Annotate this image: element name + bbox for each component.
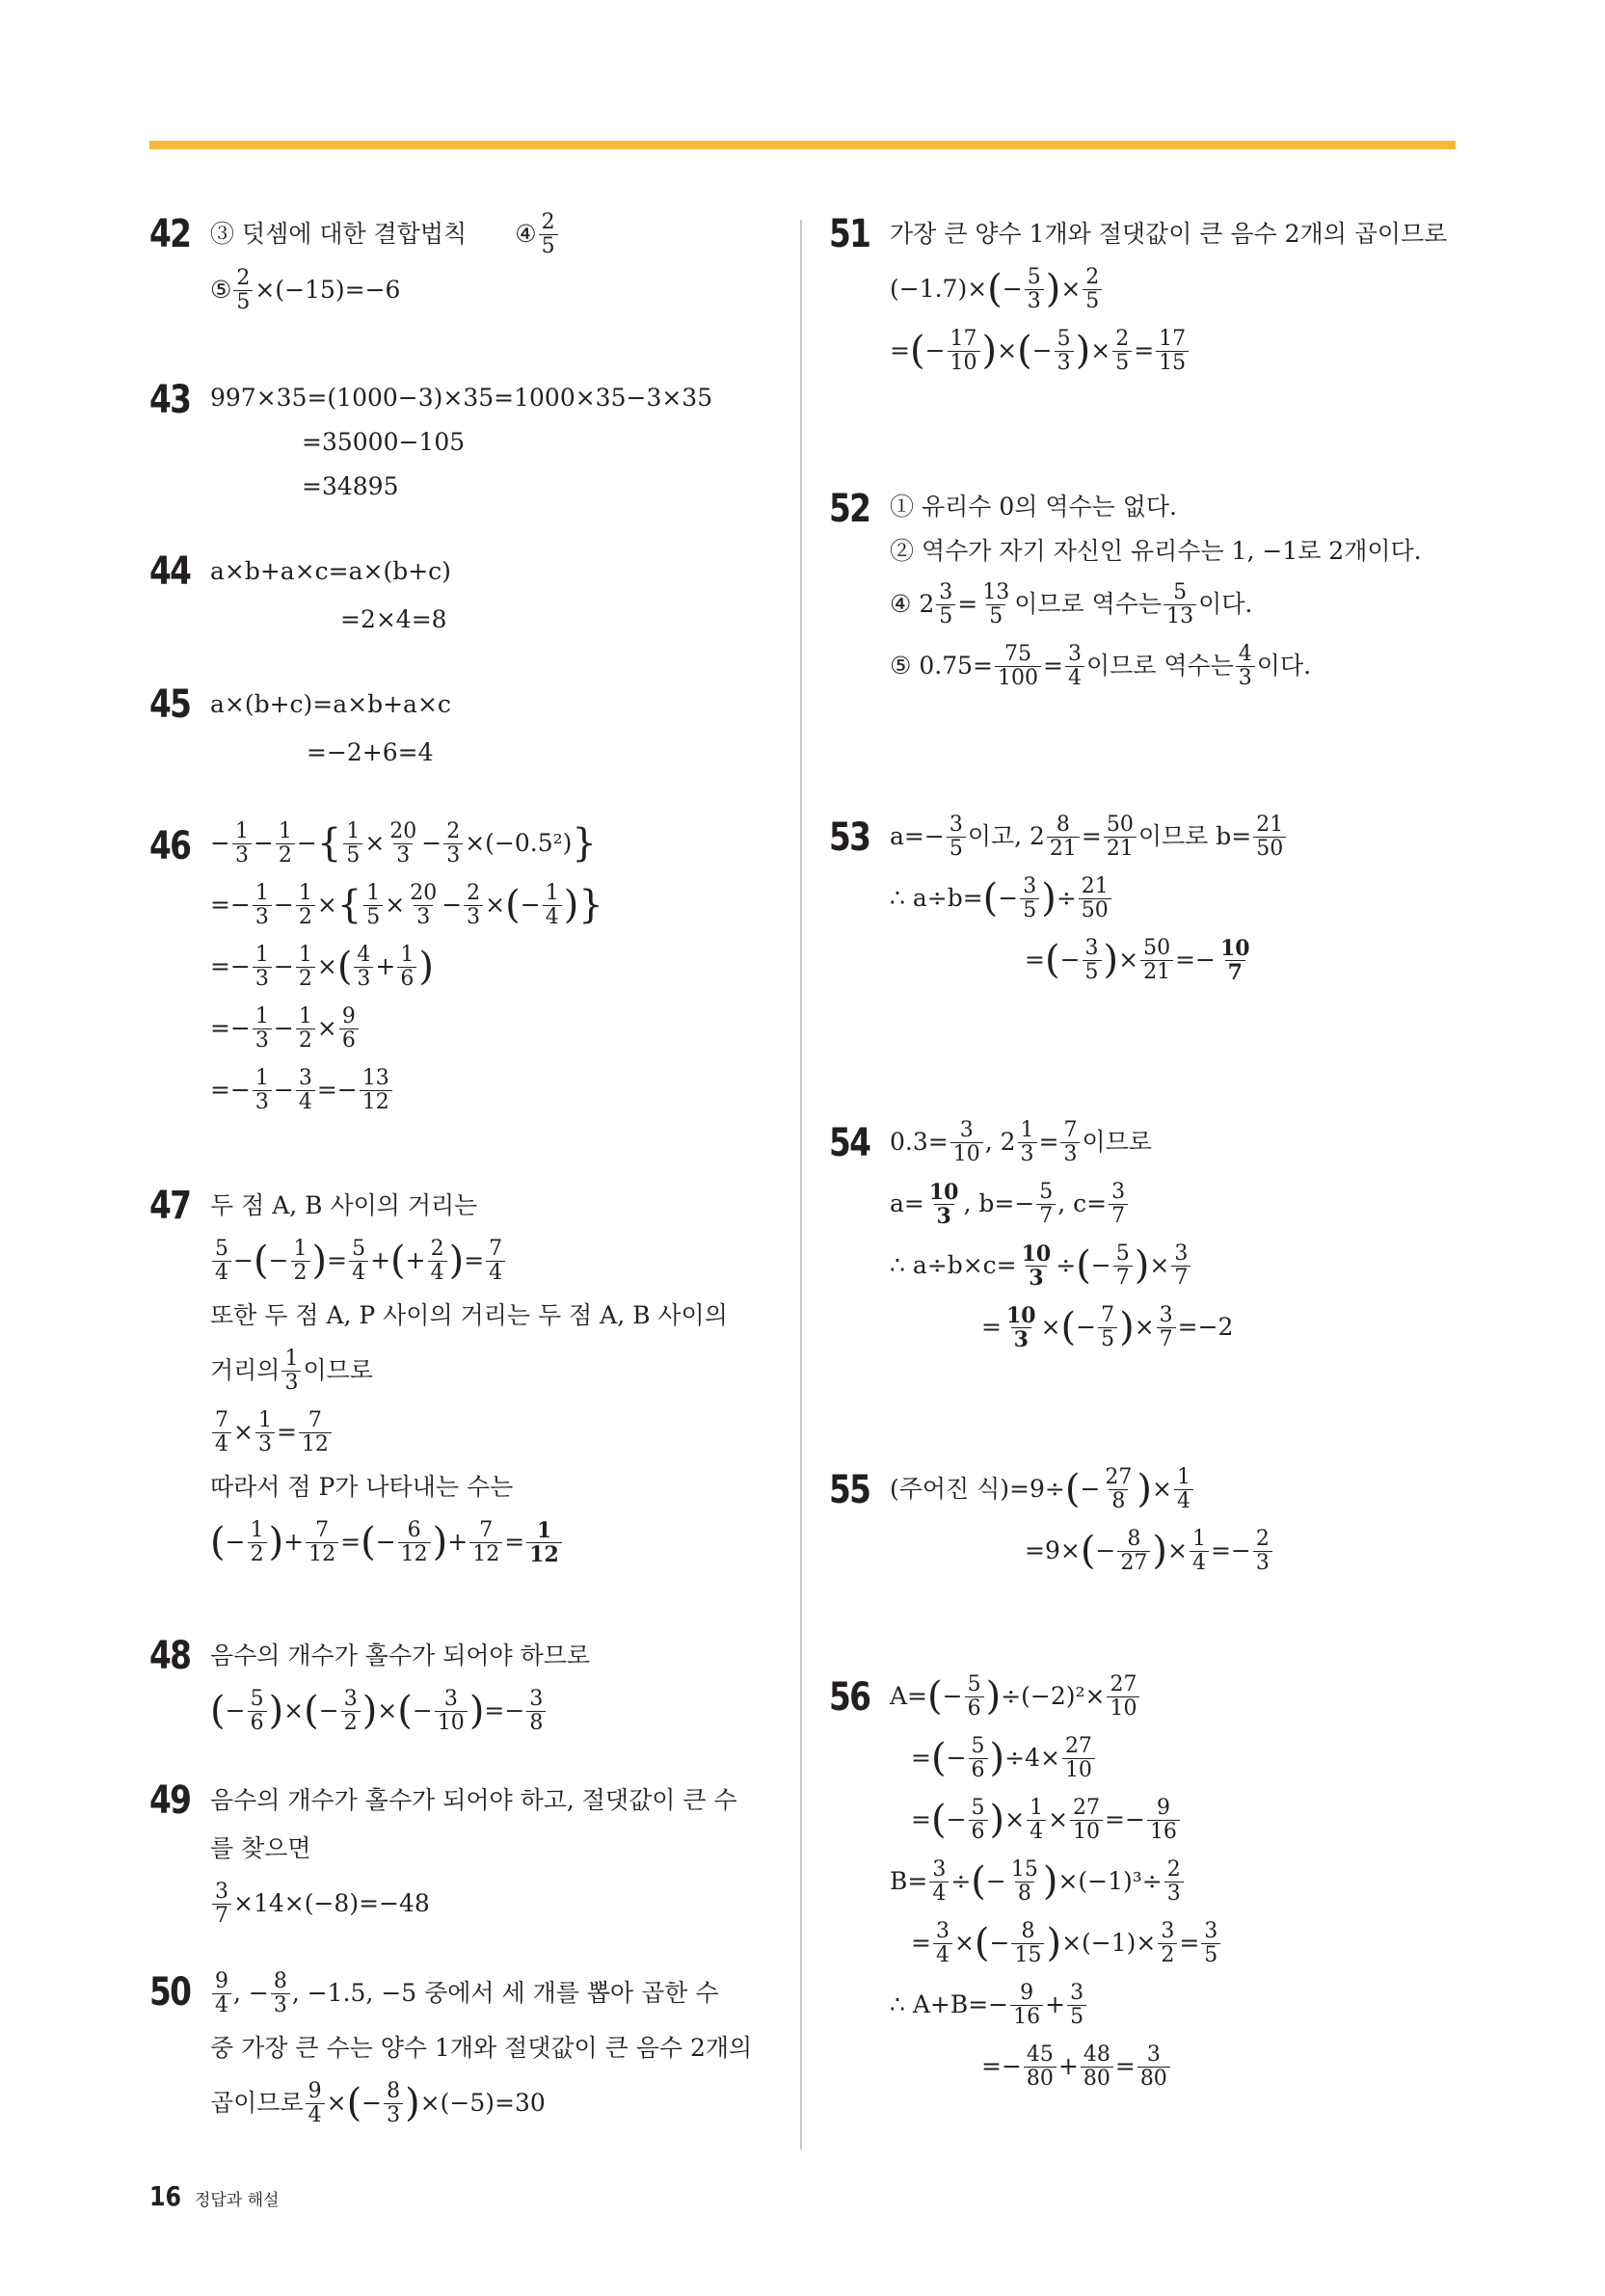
solution-line: $\frac{3}{7}$ ×14×(−8)=−48 xyxy=(210,1873,779,1935)
solution-line: =− $\frac{1}{3}$ − $\frac{1}{2}$ × ( 4 3 + $\frac{1}{6}$ ) xyxy=(210,942,434,991)
text: 0.3= xyxy=(890,1128,949,1156)
solution-line: =− $\frac{1}{3}$ − $\frac{1}{2}$ × $\frac{9}{6}$ xyxy=(210,998,779,1059)
text: , c= xyxy=(1057,1189,1108,1217)
text: 이므로 xyxy=(1082,1128,1152,1156)
fraction: 2 5 xyxy=(539,211,558,258)
problem-body xyxy=(890,1458,1458,1582)
solution-line: = ( − $\frac{5}{6}$ ) ÷4× $\frac{27}{10}$ xyxy=(890,1727,1458,1789)
solution-line: B= $\frac{3}{4}$ ÷ ( − $\frac{15}{8}$ ) ×(−1)³÷ $\frac{2}{3}$ xyxy=(890,1851,1458,1912)
solution-line: = $\frac{10}{3}$ × ( − $\frac{7}{5}$ ) × $\frac{3}{7}$ =−2 xyxy=(981,1302,1234,1352)
problem-number: 55 xyxy=(829,1468,870,1512)
solution-line: 를 찾으면 xyxy=(210,1834,311,1862)
problem-number: 56 xyxy=(829,1675,870,1720)
solution-line: a= $\frac{10}{3}$ , b=− $\frac{5}{7}$ , c= $\frac{3}{7}$ xyxy=(890,1173,1458,1235)
problem-number: 42 xyxy=(149,212,191,256)
problem-number: 43 xyxy=(149,378,191,422)
problem-body xyxy=(210,1962,779,2134)
text: , b=− xyxy=(963,1189,1035,1217)
problem-number: 53 xyxy=(829,815,870,860)
solution-line: $\frac{7}{4}$ × $\frac{1}{3}$ = $\frac{7}{12}$ xyxy=(210,1402,779,1463)
solution-line: =35000−105 xyxy=(302,428,466,456)
top-accent-bar xyxy=(149,141,1456,149)
text: 이므로 역수는 xyxy=(1014,590,1163,618)
text: 곱이므로 xyxy=(210,2089,304,2117)
solution-line: =2×4=8 xyxy=(340,605,447,633)
problem-number: 49 xyxy=(149,1778,191,1823)
solution-line: =9× ( − $\frac{8}{27}$ ) × $\frac{1}{4}$ =− $\frac{2}{3}$ xyxy=(890,1520,1458,1582)
solution-line: =− $\frac{1}{3}$ − $\frac{1}{2}$ × { $\frac{1}{5}$ × $\frac{20}{3}$ − $\frac{2}{3}$ × ( − $\frac{1}{4}$ ) } xyxy=(210,880,603,929)
text: ∴ a÷b×c= xyxy=(890,1251,1017,1279)
solution-line: 997×35=(1000−3)×35=1000×35−3×35 xyxy=(210,384,713,412)
problem-body xyxy=(210,376,779,509)
text: ④ 2 xyxy=(890,590,935,618)
problem-body xyxy=(210,1182,779,1573)
solution-line: − $\frac{1}{3}$ − $\frac{1}{2}$ − { $\frac{1}{5}$ × $\frac{20}{3}$ − $\frac{2}{3}$ ×( −0.5² ) } xyxy=(210,818,597,868)
text: , −1.5, −5 중에서 세 개를 뽑아 곱한 수 xyxy=(291,1979,719,2007)
text: ×(−5)=30 xyxy=(419,2089,546,2117)
solution-line xyxy=(210,210,779,258)
text: (주어진 식)=9÷ xyxy=(890,1475,1065,1503)
text: ∴ a÷b= xyxy=(890,884,983,912)
solution-line: 중 가장 큰 수는 양수 1개와 절댓값이 큰 음수 2개의 xyxy=(210,2034,753,2062)
problem-number: 52 xyxy=(829,487,870,531)
solution-line: 5 4 − ( − $\frac{1}{2}$ ) = $\frac{5}{4}$ + ( + $\frac{2}{4}$ ) = $\frac{7}{4}$ xyxy=(210,1230,779,1292)
text: 거리의 xyxy=(210,1356,281,1384)
solution-line: ∴ a÷b= ( − $\frac{3}{5}$ ) ÷ $\frac{21}{50}$ xyxy=(890,868,1458,929)
solution-line: ∴ A+B=− $\frac{9}{16}$ + $\frac{3}{5}$ xyxy=(890,1974,1458,2036)
solution-line: = ( − $\frac{5}{6}$ ) × $\frac{1}{4}$ × $\frac{27}{10}$ =− $\frac{9}{16}$ xyxy=(890,1789,1458,1851)
text: ×14×(−8)=−48 xyxy=(233,1889,430,1917)
solution-line: a×(b+c)=a×b+a×c xyxy=(210,690,451,718)
problem-body xyxy=(890,485,1458,697)
solution-line: 거리의 1 3 이므로 xyxy=(210,1346,373,1395)
solution-line: =34895 xyxy=(302,472,399,500)
text: ÷(−2)²× xyxy=(1001,1682,1106,1710)
solution-line: ④ 2 $\frac{3}{5}$ = $\frac{13}{5}$ 이므로 역수는 5 13 이다. xyxy=(890,579,1253,628)
solution-line: 음수의 개수가 홀수가 되어야 하고, 절댓값이 큰 수 xyxy=(210,1786,737,1814)
solution-line: ( − $\frac{5}{6}$ ) × ( − $\frac{3}{2}$ ) × ( − $\frac{3}{10}$ ) =− $\frac{3}{8}$ xyxy=(210,1680,779,1742)
problem-body xyxy=(210,547,779,644)
solution-line: 0.3= $\frac{3}{10}$ , 2 $\frac{1}{3}$ = $\frac{7}{3}$ 이므로 xyxy=(890,1117,1152,1166)
text: 이다. xyxy=(1198,590,1253,618)
solution-line: ② 역수가 자기 자신인 유리수는 1, −1로 2개이다. xyxy=(890,537,1422,565)
text: ⑤ 0.75= xyxy=(890,652,993,680)
column-divider xyxy=(800,220,802,2149)
solution-line: 또한 두 점 A, P 사이의 거리는 두 점 A, B 사이의 xyxy=(210,1301,728,1329)
solution-line: =− $\frac{1}{3}$ − $\frac{3}{4}$ =− $\frac{13}{12}$ xyxy=(210,1059,779,1121)
solution-line: ⑤ 0.75= $\frac{75}{100}$ = $\frac{3}{4}$ 이므로 역수는 4 3 이다. xyxy=(890,641,1312,690)
text: =9× xyxy=(1025,1536,1081,1564)
text: , 2 xyxy=(984,1128,1016,1156)
page-number: 16 xyxy=(149,2180,182,2212)
text: ×(−1)³÷ xyxy=(1057,1867,1163,1895)
text: ∴ A+B=− xyxy=(890,1990,1009,2018)
problem-body xyxy=(210,681,779,777)
text: a= xyxy=(890,1189,924,1217)
text: ⑤ xyxy=(210,276,232,304)
problem-number: 44 xyxy=(149,549,191,594)
problem-body xyxy=(210,1776,779,1935)
solution-line: 따라서 점 P가 나타내는 수는 xyxy=(210,1473,514,1501)
problem-number: 46 xyxy=(149,824,191,868)
solution-line: A= ( − $\frac{5}{6}$ ) ÷(−2)²× $\frac{27}{10}$ xyxy=(890,1666,1458,1727)
solution-line: = $\frac{3}{4}$ × ( − $\frac{8}{15}$ ) ×(−1)× $\frac{3}{2}$ = $\frac{3}{5}$ xyxy=(890,1912,1458,1974)
solution-line: (주어진 식)=9÷ ( − $\frac{27}{8}$ ) × $\frac{1}{4}$ xyxy=(890,1458,1458,1520)
solution-line: ① 유리수 0의 역수는 없다. xyxy=(890,493,1177,521)
problem-body xyxy=(890,806,1458,991)
text: 이므로 b= xyxy=(1137,822,1252,850)
text: (−1.7)× xyxy=(890,275,988,303)
text: A= xyxy=(890,1682,928,1710)
text: ×(−1)× xyxy=(1061,1929,1157,1957)
solution-line: a×b+a×c=a×(b+c) xyxy=(210,557,451,585)
solution-line: = ( − $\frac{3}{5}$ ) × $\frac{50}{21}$ =− $\frac{10}{7}$ xyxy=(1025,935,1250,985)
problem-number: 48 xyxy=(149,1634,191,1678)
solution-line: 9 4 , − $\frac{8}{3}$ , −1.5, −5 중에서 세 개를 뽑아 곱한 수 xyxy=(210,1962,779,2024)
solution-line: =− $\frac{45}{80}$ + $\frac{48}{80}$ = $\frac{3}{80}$ xyxy=(890,2036,1458,2097)
solution-line xyxy=(210,266,779,314)
solution-line: 음수의 개수가 홀수가 되어야 하므로 xyxy=(210,1642,591,1669)
problem-number: 54 xyxy=(829,1121,870,1165)
text: ×(−15)=−6 xyxy=(254,276,401,304)
solution-line: ( − $\frac{1}{2}$ ) + $\frac{7}{12}$ = ( − $\frac{6}{12}$ ) + $\frac{7}{12}$ = $\frac{1}{12}$ xyxy=(210,1511,779,1573)
solution-line: 곱이므로 $\frac{9}{4}$ × ( − $\frac{8}{3}$ ) ×(−5)=30 xyxy=(210,2078,546,2127)
text: ④ xyxy=(515,220,537,248)
solution-line: (−1.7)× ( − $\frac{5}{3}$ ) × $\frac{2}{5}$ xyxy=(890,258,1458,320)
page-footer xyxy=(149,2180,279,2212)
text: ÷4× xyxy=(1004,1744,1060,1772)
problem-body xyxy=(890,210,1458,382)
solution-line: 두 점 A, B 사이의 거리는 xyxy=(210,1191,478,1219)
solution-line: =−2+6=4 xyxy=(307,738,434,766)
problem-body xyxy=(210,1632,779,1742)
text: a=− xyxy=(890,822,945,850)
solution-line: a=− $\frac{3}{5}$ 이고, 2 $\frac{8}{21}$ = $\frac{50}{21}$ 이므로 b= $\frac{21}{50}$ xyxy=(890,806,1458,868)
solution-line: ∴ a÷b×c= $\frac{10}{3}$ ÷ ( − $\frac{5}{7}$ ) × $\frac{3}{7}$ xyxy=(890,1235,1458,1296)
problem-number: 47 xyxy=(149,1184,191,1228)
problem-body xyxy=(890,1666,1458,2097)
text: =−2 xyxy=(1177,1313,1234,1341)
text: 이다. xyxy=(1256,652,1312,680)
text: −0.5² xyxy=(494,829,563,857)
solution-line: 가장 큰 양수 1개와 절댓값이 큰 음수 2개의 곱이므로 xyxy=(890,220,1448,248)
text: 이고, 2 xyxy=(967,822,1045,850)
solution-line: = ( − $\frac{17}{10}$ ) × ( − $\frac{5}{3}$ ) × $\frac{2}{5}$ = $\frac{17}{15}$ xyxy=(890,320,1458,382)
text: B= xyxy=(890,1867,928,1895)
footer-label: 정답과 해설 xyxy=(194,2191,280,2210)
text: 이므로 역수는 xyxy=(1085,652,1234,680)
problem-number: 45 xyxy=(149,682,191,727)
fraction: $\frac{2}{5}$ xyxy=(233,267,253,314)
text: 이므로 xyxy=(303,1356,373,1384)
text: ③ 덧셈에 대한 결합법칙 xyxy=(210,220,468,248)
problem-body xyxy=(210,813,779,1121)
problem-number: 51 xyxy=(829,212,870,256)
problem-body xyxy=(890,1111,1458,1358)
problem-body xyxy=(210,210,779,314)
problem-number: 50 xyxy=(149,1970,191,2015)
